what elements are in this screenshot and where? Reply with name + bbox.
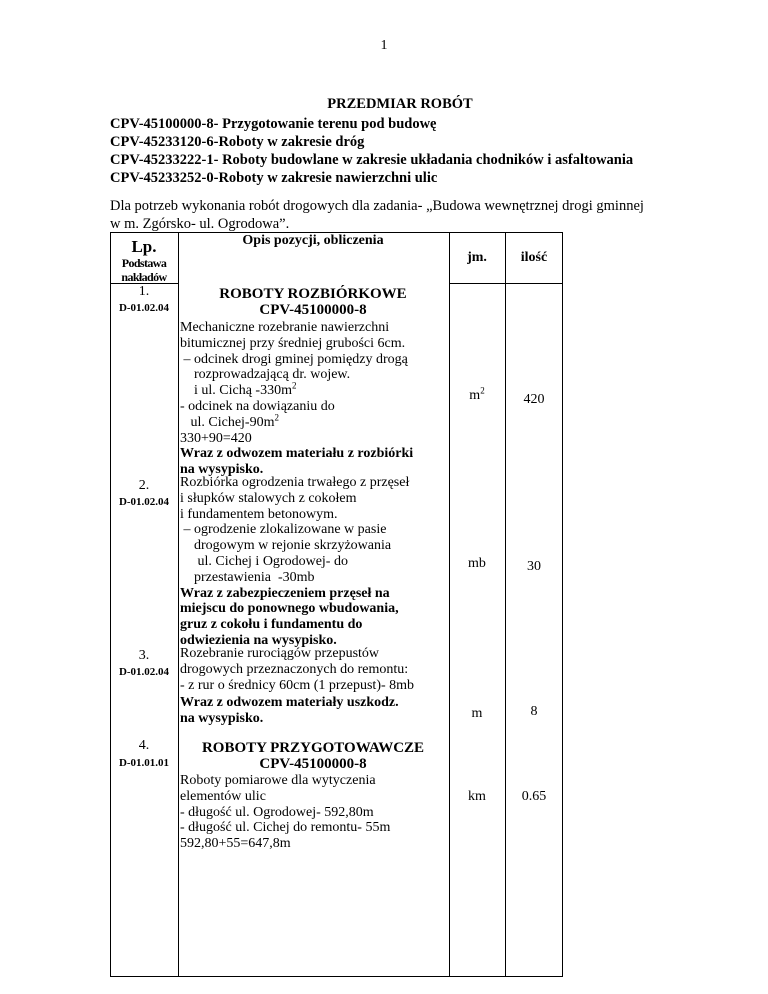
- item-unit: mb: [468, 556, 486, 571]
- item-description: Roboty pomiarowe dla wytyczenia elementów ulic - długość ul. Ogrodowej- 592,80m - długość ul. Cichej do remontu- 55m 592,80+55=647,8m: [180, 773, 391, 852]
- item-number: 4.: [138, 738, 150, 753]
- section-cpv: CPV-45100000-8: [259, 302, 367, 318]
- item-quantity: 8: [530, 704, 538, 719]
- header-jm: jm.: [467, 250, 487, 265]
- header-podstawa: Podstawa: [121, 256, 167, 270]
- header-row-border: [449, 283, 562, 284]
- cpv-line: CPV-45233252-0-Roboty w zakresie nawierzchni ulic: [110, 170, 438, 186]
- item-description: Rozbiórka ogrodzenia trwałego z przęseł i słupków stalowych z cokołem i fundamentem betonowym. – ogrodzenie zlokalizowane w pasie drogowym w rejonie skrzyżowania ul. Cichej i Ogrodowej- do przestawienia -30mb Wraz z zabezpieczeniem przęseł na miejscu do ponownego wbudowania, gruz z cokołu i fundamentu do odwiezienia na wysypisko.: [180, 475, 410, 648]
- cpv-line: CPV-45100000-8- Przygotowanie terenu pod budowę: [110, 116, 437, 132]
- item-unit: m: [471, 706, 483, 721]
- item-unit: km: [468, 789, 486, 804]
- header-nakladow: nakładów: [121, 270, 167, 284]
- table-divider: [449, 232, 450, 977]
- item-number: 2.: [138, 478, 150, 493]
- table-border-right: [562, 232, 563, 977]
- item-number: 1.: [138, 284, 150, 299]
- item-code: D-01.02.04: [118, 302, 170, 314]
- item-code: D-01.02.04: [118, 496, 170, 508]
- table-divider: [505, 232, 506, 977]
- item-quantity: 30: [527, 559, 541, 574]
- item-code: D-01.02.04: [118, 666, 170, 678]
- header-lp: Lp.: [131, 237, 157, 256]
- header-opis: Opis pozycji, obliczenia: [242, 233, 384, 248]
- cpv-line: CPV-45233222-1- Roboty budowlane w zakresie układania chodników i asfaltowania: [110, 152, 634, 168]
- item-unit: $m^2$: [469, 385, 485, 403]
- item-description: Mechaniczne rozebranie nawierzchni bitumicznej przy średniej grubości 6cm. – odcinek drogi gminej pomiędzy drogą rozprowadzającą dr. wojew. i ul. Cichą $-330m^2$ - odcinek na dowiązaniu do ul. Cichej-$90m^2$ 330+90=420 Wraz z odwozem materiału z rozbiórki na wysypisko.: [180, 320, 414, 478]
- page-number: 1: [380, 38, 388, 53]
- table-border-left: [110, 232, 111, 977]
- intro-line: w m. Zgórsko- ul. Ogrodowa”.: [110, 216, 290, 232]
- table-divider: [178, 232, 179, 977]
- intro-line: Dla potrzeb wykonania robót drogowych dla zadania- „Budowa wewnętrznej drogi gminnej: [110, 198, 644, 214]
- header-ilosc: ilość: [520, 250, 548, 265]
- item-number: 3.: [138, 648, 150, 663]
- item-description: Rozebranie rurociągów przepustów drogowych przeznaczonych do remontu: - z rur o średnicy 60cm (1 przepust)- 8mb Wraz z odwozem materiały uszkodz. na wysypisko.: [180, 646, 415, 727]
- cpv-line: CPV-45233120-6-Roboty w zakresie dróg: [110, 134, 365, 150]
- section-title: ROBOTY ROZBIÓRKOWE: [219, 286, 407, 302]
- item-quantity: 0.65: [521, 789, 547, 804]
- document-title: PRZEDMIAR ROBÓT: [327, 96, 473, 112]
- item-quantity: 420: [523, 392, 545, 407]
- item-code: D-01.01.01: [118, 757, 170, 769]
- section-cpv: CPV-45100000-8: [259, 756, 367, 772]
- section-title: ROBOTY PRZYGOTOWAWCZE: [201, 740, 425, 756]
